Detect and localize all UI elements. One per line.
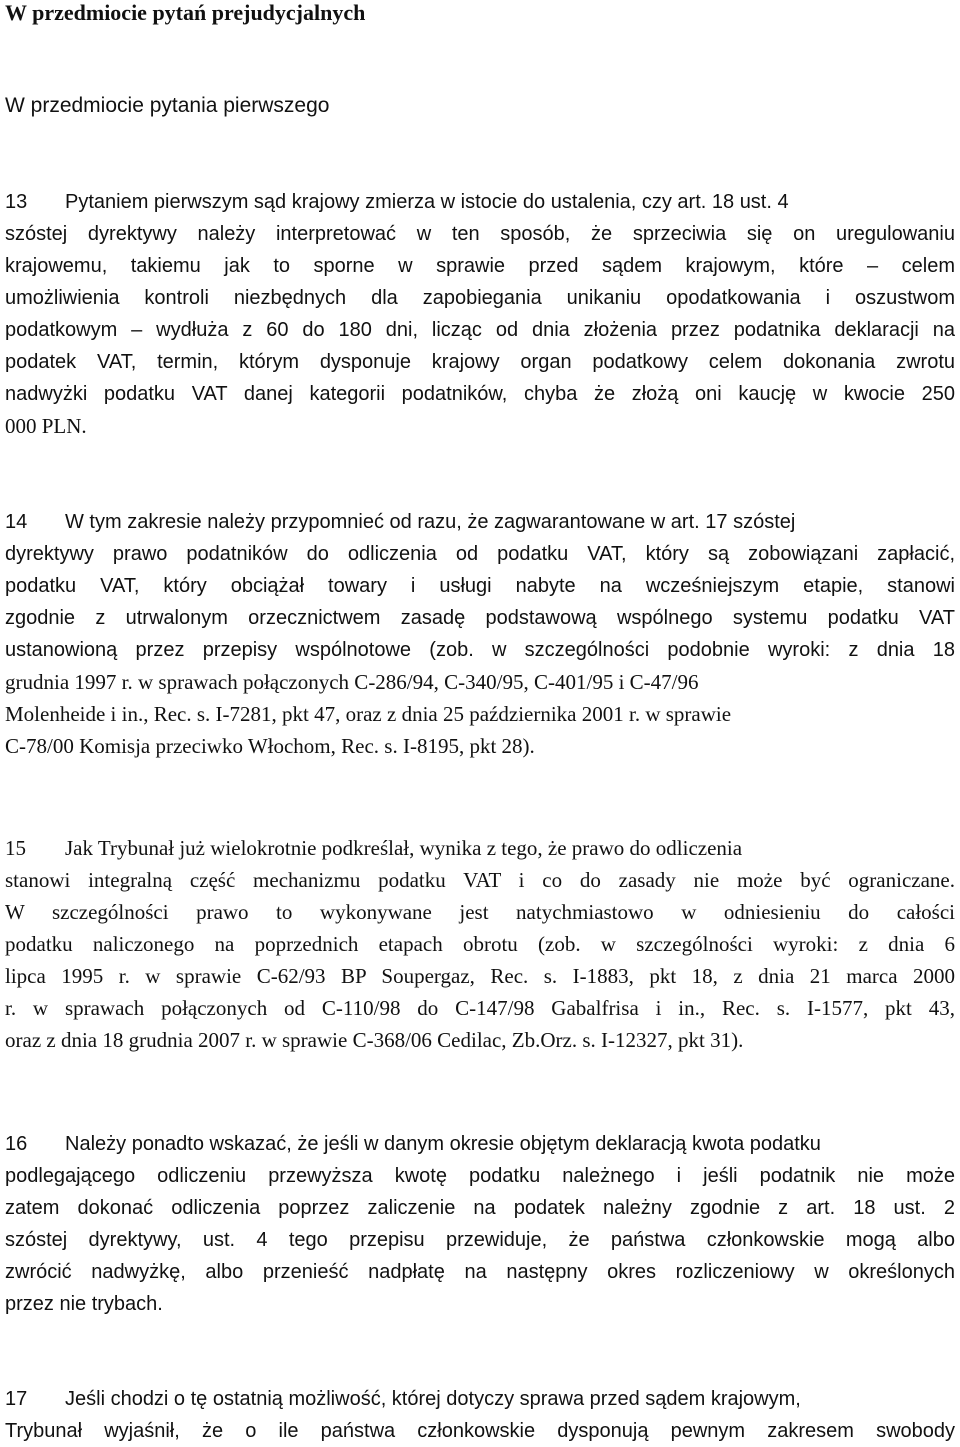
paragraph-line: przez nie trybach. <box>5 1293 163 1315</box>
paragraph-line: Jak Trybunał już wielokrotnie podkreślał, wynika z tego, że prawo do odliczenia <box>65 836 743 860</box>
paragraph-line: dyrektywy prawo podatników do odliczenia od podatku VAT, który są zobowiązani zapłacić, <box>5 543 955 565</box>
paragraph-line: W szczególności prawo to wykonywane jest natychmiastowo w odniesieniu do całości <box>5 900 955 924</box>
section-heading: W przedmiocie pytań prejudycjalnych <box>5 0 366 25</box>
paragraph-17 <box>5 1383 955 1447</box>
paragraph-line: Molenheide i in., Rec. s. I‑7281, pkt 47, oraz z dnia 25 października 2001 r. w sprawie <box>5 702 732 726</box>
paragraph-number: 15 <box>5 836 26 860</box>
paragraph-number: 17 <box>5 1388 28 1410</box>
subsection-heading: W przedmiocie pytania pierwszego <box>5 94 330 117</box>
paragraph-line: krajowemu, takiemu jak to sporne w sprawie przed sądem krajowym, które – celem <box>5 255 955 277</box>
paragraph-line: podatku naliczonego na poprzednich etapach obrotu (zob. w szczególności wyroki: z dnia 6 <box>5 932 955 956</box>
paragraph-line: Należy ponadto wskazać, że jeśli w danym okresie objętym deklaracją kwota podatku <box>65 1133 821 1155</box>
paragraph-number: 13 <box>5 191 28 213</box>
paragraph-first-line <box>5 186 955 218</box>
paragraph-line: ustanowioną przez przepisy wspólnotowe (zob. w szczególności podobnie wyroki: z dnia 18 <box>5 639 955 661</box>
paragraph-13 <box>5 186 955 442</box>
paragraph-14 <box>5 506 955 762</box>
paragraph-line: oraz z dnia 18 grudnia 2007 r. w sprawie C‑368/06 Cedilac, Zb.Orz. s. I‑12327, pkt 31). <box>5 1028 744 1052</box>
paragraph-line: podatek VAT, termin, którym dysponuje krajowy organ podatkowy celem dokonania zwrotu <box>5 351 955 373</box>
paragraph-first-line <box>5 832 955 864</box>
paragraph-line: r. w sprawach połączonych od C‑110/98 do C‑147/98 Gabalfrisa i in., Rec. s. I‑1577, pkt 43, <box>5 996 955 1020</box>
paragraph-16 <box>5 1128 955 1320</box>
paragraph-line: stanowi integralną część mechanizmu podatku VAT i co do zasady nie może być ograniczane. <box>5 868 955 892</box>
paragraph-line: C‑78/00 Komisja przeciwko Włochom, Rec. s. I‑8195, pkt 28). <box>5 734 535 758</box>
paragraph-line: lipca 1995 r. w sprawie C‑62/93 BP Soupergaz, Rec. s. I‑1883, pkt 18, z dnia 21 marca 2000 <box>5 964 955 988</box>
paragraph-line: zatem dokonać odliczenia poprzez zaliczenie na podatek należny zgodnie z art. 18 ust. 2 <box>5 1197 955 1219</box>
paragraph-number: 16 <box>5 1133 28 1155</box>
paragraph-line: Pytaniem pierwszym sąd krajowy zmierza w istocie do ustalenia, czy art. 18 ust. 4 <box>65 191 789 213</box>
paragraph-line: zgodnie z utrwalonym orzecznictwem zasadę podstawową wspólnego systemu podatku VAT <box>5 607 955 629</box>
paragraph-line: szóstej dyrektywy, ust. 4 tego przepisu przewiduje, że państwa członkowskie mogą albo <box>5 1229 955 1251</box>
paragraph-first-line <box>5 1128 955 1160</box>
paragraph-line: podlegającego odliczeniu przewyższa kwotę podatku należnego i jeśli podatnik nie może <box>5 1165 955 1187</box>
paragraph-first-line <box>5 506 955 538</box>
paragraph-15 <box>5 832 955 1056</box>
paragraph-line: Trybunał wyjaśnił, że o ile państwa członkowskie dysponują pewnym zakresem swobody <box>5 1420 955 1442</box>
paragraph-line: grudnia 1997 r. w sprawach połączonych C‑286/94, C‑340/95, C‑401/95 i C‑47/96 <box>5 670 699 694</box>
paragraph-line: umożliwienia kontroli niezbędnych dla zapobiegania unikaniu opodatkowania i oszustwom <box>5 287 955 309</box>
paragraph-line: nadwyżki podatku VAT danej kategorii podatników, chyba że złożą oni kaucję w kwocie 250 <box>5 383 955 405</box>
paragraph-line: W tym zakresie należy przypomnieć od razu, że zagwarantowane w art. 17 szóstej <box>65 511 796 533</box>
paragraph-line: podatkowym – wydłuża z 60 do 180 dni, licząc od dnia złożenia przez podatnika deklaracji na <box>5 319 955 341</box>
paragraph-line: szóstej dyrektywy należy interpretować w ten sposób, że sprzeciwia się on uregulowaniu <box>5 223 955 245</box>
paragraph-line: 000 PLN. <box>5 414 87 438</box>
paragraph-line: zwrócić nadwyżkę, albo przenieść nadpłatę na następny okres rozliczeniowy w określonych <box>5 1261 955 1283</box>
paragraph-line: Jeśli chodzi o tę ostatnią możliwość, której dotyczy sprawa przed sądem krajowym, <box>65 1388 801 1410</box>
paragraph-line: podatku VAT, który obciążał towary i usługi nabyte na wcześniejszym etapie, stanowi <box>5 575 955 597</box>
paragraph-number: 14 <box>5 511 28 533</box>
paragraph-first-line <box>5 1383 955 1415</box>
